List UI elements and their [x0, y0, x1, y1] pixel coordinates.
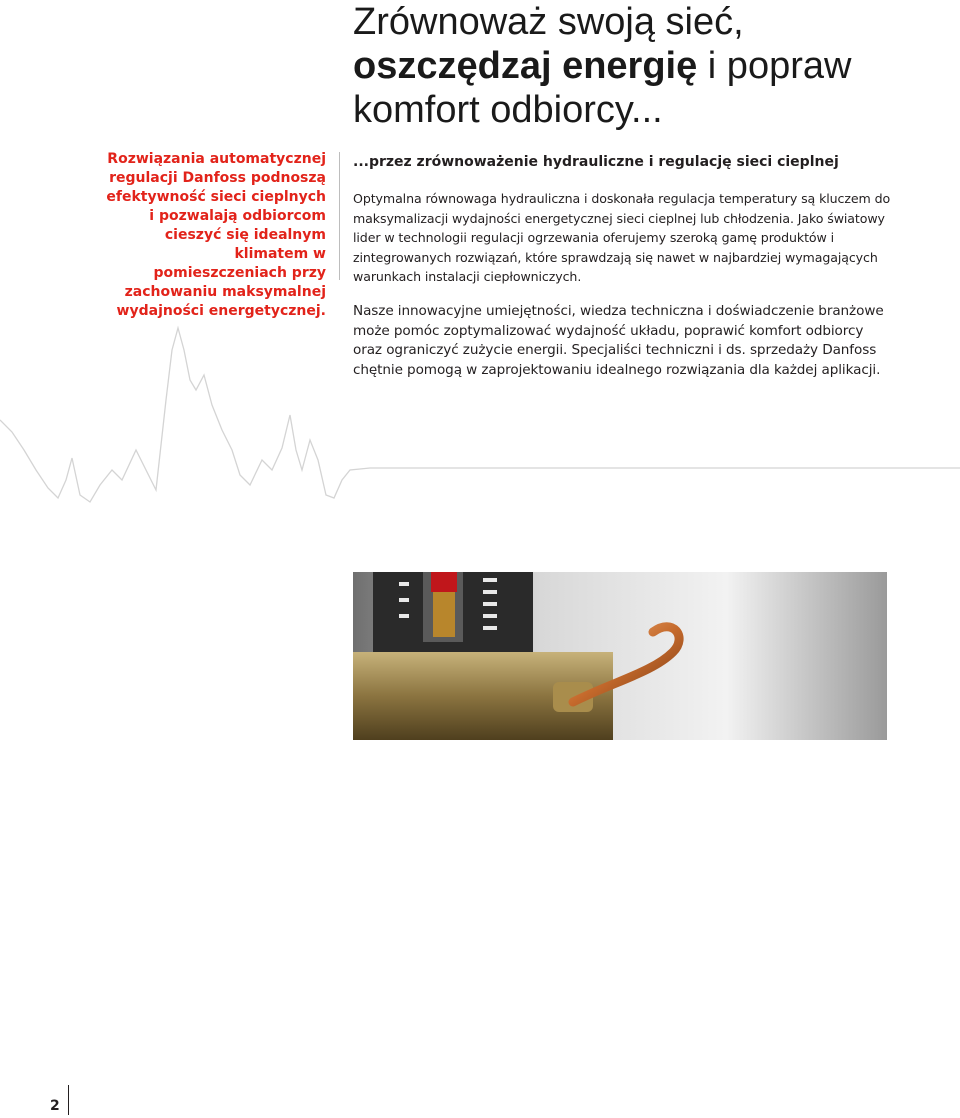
sidebar-lead-text: Rozwiązania automatycznej regulacji Danfoss podnoszą efektywność sieci cieplnych i pozwalają odbiorcom cieszyć się idealnym klimatem w pomieszczeniach przy zachowaniu maksymalnej wydajności energetycznej.	[106, 151, 326, 319]
headline-line1: Zrównoważ swoją sieć,	[353, 1, 744, 43]
decorative-wave-line	[0, 320, 960, 520]
headline-line3: komfort odbiorcy...	[353, 89, 663, 131]
headline-bold: oszczędzaj energię	[353, 45, 698, 87]
body-paragraph-2: Nasze innowacyjne umiejętności, wiedza techniczna i doświadczenie branżowe może pomóc zoptymalizować wydajność układu, poprawić komfort odbiorcy oraz ograniczyć zużycie energii. Specjaliści techniczni i ds. sprzedaży Danfoss chętnie pomogą w zaprojektowaniu idealnego rozwiązania dla każdej aplikacji.	[353, 303, 884, 378]
page-headline	[353, 0, 953, 132]
vertical-divider	[339, 152, 340, 280]
page-number: 2	[50, 1098, 60, 1114]
valve-product-photo	[353, 572, 887, 740]
body-paragraph-1: Optymalna równowaga hydrauliczna i doskonała regulacja temperatury są kluczem do maksymalizacji wydajności energetycznej sieci cieplnej lub chłodzenia. Jako światowy lider w technologii regulacji ogrzewania oferujemy szeroką gamę produktów i zintegrowanych rozwiązań, które sprawdzają się nawet w najbardziej wymagających warunkach instalacji ciepłowniczych.	[353, 191, 891, 284]
headline-line2-rest: i popraw	[697, 45, 852, 87]
page-number-rule	[68, 1085, 69, 1115]
section-heading: ...przez zrównoważenie hydrauliczne i regulację sieci cieplnej	[353, 154, 839, 170]
